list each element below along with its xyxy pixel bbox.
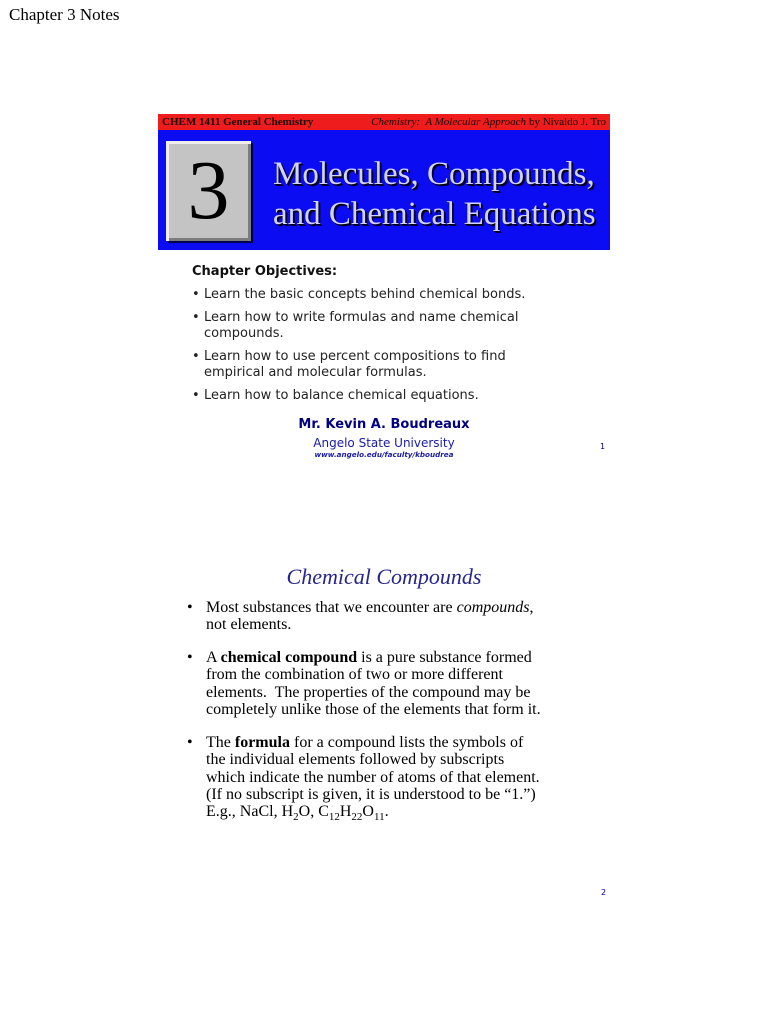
objectives-list: [192, 287, 602, 404]
bullet-icon: •: [192, 310, 200, 325]
bullet-text: ,: [529, 599, 534, 616]
textbook-credit: [371, 114, 606, 130]
formula-examples-line: [206, 803, 607, 824]
sentence-end: .: [384, 803, 389, 821]
chapter-title-line-2: and Chemical Equations: [273, 196, 596, 232]
subscript: 11: [373, 811, 385, 824]
element-symbol: C: [318, 803, 329, 821]
subscript: 2: [293, 811, 299, 824]
faculty-url: www.angelo.edu/faculty/kboudrea: [314, 450, 454, 459]
author-name: Mr. Kevin A. Boudreaux: [298, 417, 470, 432]
bullet-icon: •: [187, 733, 193, 751]
bullet-line: not elements.: [206, 616, 292, 634]
chapter-number-box: [166, 141, 251, 241]
bullet-line: (If no subscript is given, it is understood to be “1.”): [206, 786, 536, 804]
objective-line: Learn how to balance chemical equations.: [204, 388, 479, 403]
bullet-text: is a pure substance formed: [357, 649, 532, 666]
chapter-number: 3: [187, 144, 230, 237]
subscript: 12: [328, 811, 340, 824]
title-band: [158, 130, 610, 250]
textbook-title: Chemistry: A Molecular Approach: [371, 116, 526, 128]
slide-number: 2: [601, 888, 607, 897]
chapter-title: [273, 154, 596, 234]
bullet-line: [206, 649, 607, 666]
slide-2: [158, 540, 610, 910]
objective-line: compounds.: [204, 326, 284, 341]
subscript: 22: [351, 811, 363, 824]
separator: ,: [310, 803, 319, 821]
element-symbol: H: [281, 803, 294, 821]
bullet-text: for a compound lists the symbols of: [289, 733, 524, 751]
bullet-item: [187, 649, 607, 719]
bullet-line: [206, 599, 607, 616]
bullet-text: The: [206, 733, 235, 751]
bullet-line: [206, 734, 607, 751]
bullet-line: from the combination of two or more different: [206, 666, 503, 684]
examples-prefix: E.g.,: [206, 803, 240, 821]
bullet-text: Most substances that we encounter are: [206, 599, 457, 616]
key-term: formula: [234, 733, 290, 751]
objective-line: Learn how to write formulas and name chemical: [204, 310, 519, 325]
document-header-label: Chapter 3 Notes: [9, 5, 120, 24]
objective-line: Learn the basic concepts behind chemical bonds.: [204, 287, 526, 302]
separator: ,: [273, 803, 282, 821]
slide-bullet-list: [187, 599, 607, 824]
course-name: CHEM 1411 General Chemistry: [162, 116, 314, 128]
objective-item: [192, 349, 602, 381]
bullet-item: [187, 599, 607, 634]
objective-line: empirical and molecular formulas.: [204, 365, 427, 380]
objective-item: [192, 287, 602, 303]
bullet-icon: •: [187, 599, 193, 616]
formula-nacl: NaCl: [239, 803, 274, 821]
element-symbol: H: [339, 803, 352, 821]
bullet-line: elements. The properties of the compound may be: [206, 683, 531, 701]
objective-item: [192, 310, 602, 342]
formula-sucrose: [318, 803, 385, 824]
bullet-icon: •: [192, 287, 200, 302]
slide-1: [158, 113, 610, 465]
key-term: chemical compound: [220, 649, 358, 666]
element-symbol: O: [362, 803, 374, 821]
objective-item: [192, 388, 602, 404]
objective-line: Learn how to use percent compositions to find: [204, 349, 506, 364]
bullet-icon: •: [192, 349, 200, 364]
bullet-line: the individual elements followed by subscripts: [206, 751, 505, 769]
element-symbol: O: [298, 803, 311, 821]
bullet-item: [187, 733, 607, 824]
bullet-text: A: [206, 649, 221, 666]
formula-water: [281, 803, 311, 824]
bullet-line: which indicate the number of atoms of that element.: [206, 768, 540, 786]
bullet-icon: •: [187, 649, 193, 666]
slide-title: Chemical Compounds: [286, 564, 482, 589]
textbook-author: by Nivaldo J. Tro: [528, 116, 606, 128]
slide-number: 1: [600, 442, 606, 451]
institution-name: Angelo State University: [313, 436, 455, 450]
bullet-line: completely unlike those of the elements that form it.: [206, 701, 541, 719]
objectives-heading: Chapter Objectives:: [192, 264, 338, 279]
chapter-title-line-1: Molecules, Compounds,: [273, 156, 595, 192]
bullet-icon: •: [192, 388, 200, 403]
emphasized-term: compounds: [456, 599, 530, 616]
slide-header-bar: [158, 114, 610, 130]
